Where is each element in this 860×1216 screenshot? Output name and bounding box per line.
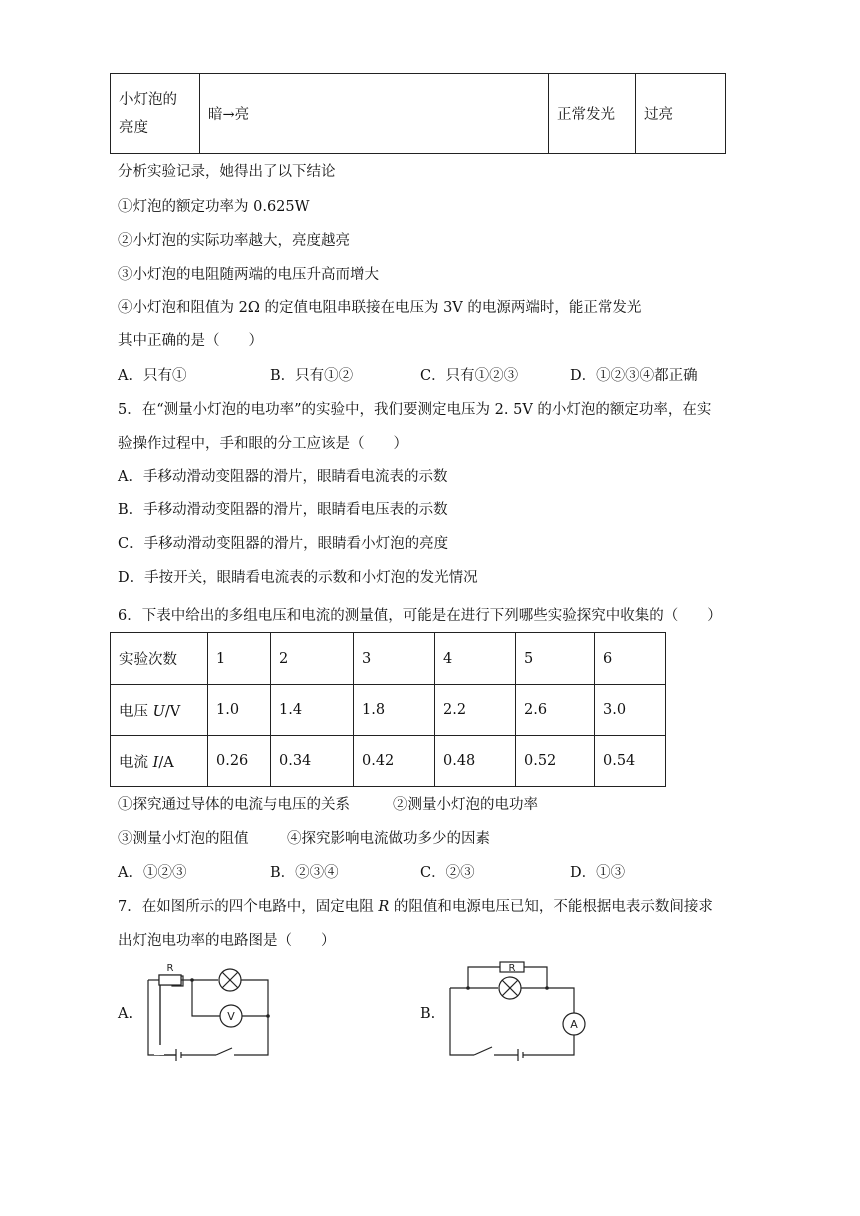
q4-intro: 分析实验记录，她得出了以下结论 [118,164,336,180]
q6-item-4: ④探究影响电流做功多少的因素 [287,831,490,847]
q6-item-3: ③测量小灯泡的阻值 [118,831,249,847]
circuit-b-diagram[interactable] [440,955,590,1065]
brightness-label-line1: 小灯泡的 [119,91,177,108]
q6-option-b[interactable]: B．②③④ [270,865,339,881]
brightness-table [110,73,726,154]
resistor-b-label: R [508,963,516,974]
current-cell: 0.54 [595,736,666,787]
brightness-dim-to-bright: 暗→亮 [200,74,549,154]
q4-option-d[interactable]: D．①②③④都正确 [570,368,698,384]
voltage-cell: 1.8 [354,685,435,736]
q4-statement-2: ②小灯泡的实际功率越大，亮度越亮 [118,233,350,249]
trial-cell: 5 [516,633,595,685]
voltage-cell: 3.0 [595,685,666,736]
q4-statement-1: ①灯泡的额定功率为 0.625W [118,199,310,215]
q6-item-1: ①探究通过导体的电流与电压的关系 [118,797,350,813]
current-cell: 0.52 [516,736,595,787]
voltage-cell: 1.4 [271,685,354,736]
resistor-a-label: R [166,963,174,974]
current-cell: 0.34 [271,736,354,787]
q4-statement-3: ③小灯泡的电阻随两端的电压升高而增大 [118,267,379,283]
circuit-b-label[interactable]: B. [420,1006,436,1022]
trial-cell: 4 [435,633,516,685]
brightness-too-bright: 过亮 [636,74,726,154]
q5-option-b[interactable]: B．手移动滑动变阻器的滑片，眼睛看电压表的示数 [118,502,448,518]
voltage-cell: 1.0 [208,685,271,736]
ammeter-label: A [570,1018,578,1031]
q4-option-a[interactable]: A．只有① [118,368,187,384]
q5-option-a[interactable]: A．手移动滑动变阻器的滑片，眼睛看电流表的示数 [118,469,448,485]
circuit-a-diagram[interactable] [140,955,280,1065]
brightness-label-cell [111,74,200,154]
row-label-trial: 实验次数 [111,633,208,685]
voltage-cell: 2.2 [435,685,516,736]
q7-stem-line2: 出灯泡电功率的电路图是（ ） [118,933,336,949]
measurement-table [110,632,666,787]
trial-cell: 1 [208,633,271,685]
current-cell: 0.42 [354,736,435,787]
q5-option-d[interactable]: D．手按开关，眼睛看电流表的示数和小灯泡的发光情况 [118,570,478,586]
voltmeter-label: V [227,1010,235,1023]
q6-option-d[interactable]: D．①③ [570,865,626,881]
q4-question: 其中正确的是（ ） [118,333,263,349]
trial-cell: 6 [595,633,666,685]
q4-option-c[interactable]: C．只有①②③ [420,368,519,384]
brightness-normal: 正常发光 [549,74,636,154]
q5-stem-line1: 5．在“测量小灯泡的电功率”的实验中，我们要测定电压为 2. 5V 的小灯泡的额定功率，在实 [118,402,712,418]
circuit-a-label[interactable]: A. [118,1006,134,1022]
q6-option-a[interactable]: A．①②③ [118,865,187,881]
trial-cell: 2 [271,633,354,685]
row-label-current: 电流 I/A [111,736,208,787]
current-cell: 0.26 [208,736,271,787]
q4-option-b[interactable]: B．只有①② [270,368,354,384]
q5-option-c[interactable]: C．手移动滑动变阻器的滑片，眼睛看小灯泡的亮度 [118,536,449,552]
q6-option-c[interactable]: C．②③ [420,865,475,881]
q6-stem: 6．下表中给出的多组电压和电流的测量值，可能是在进行下列哪些实验探究中收集的（ ） [118,608,722,624]
row-label-voltage: 电压 U/V [111,685,208,736]
brightness-label-line2: 亮度 [119,119,148,136]
current-cell: 0.48 [435,736,516,787]
q6-item-2: ②测量小灯泡的电功率 [393,797,538,813]
q4-statement-4: ④小灯泡和阻值为 2Ω 的定值电阻串联接在电压为 3V 的电源两端时，能正常发光 [118,300,642,316]
q7-stem-line1: 7．在如图所示的四个电路中，固定电阻 R 的阻值和电源电压已知，不能根据电表示数间接求 [118,899,713,915]
voltage-cell: 2.6 [516,685,595,736]
trial-cell: 3 [354,633,435,685]
q5-stem-line2: 验操作过程中，手和眼的分工应该是（ ） [118,436,408,452]
